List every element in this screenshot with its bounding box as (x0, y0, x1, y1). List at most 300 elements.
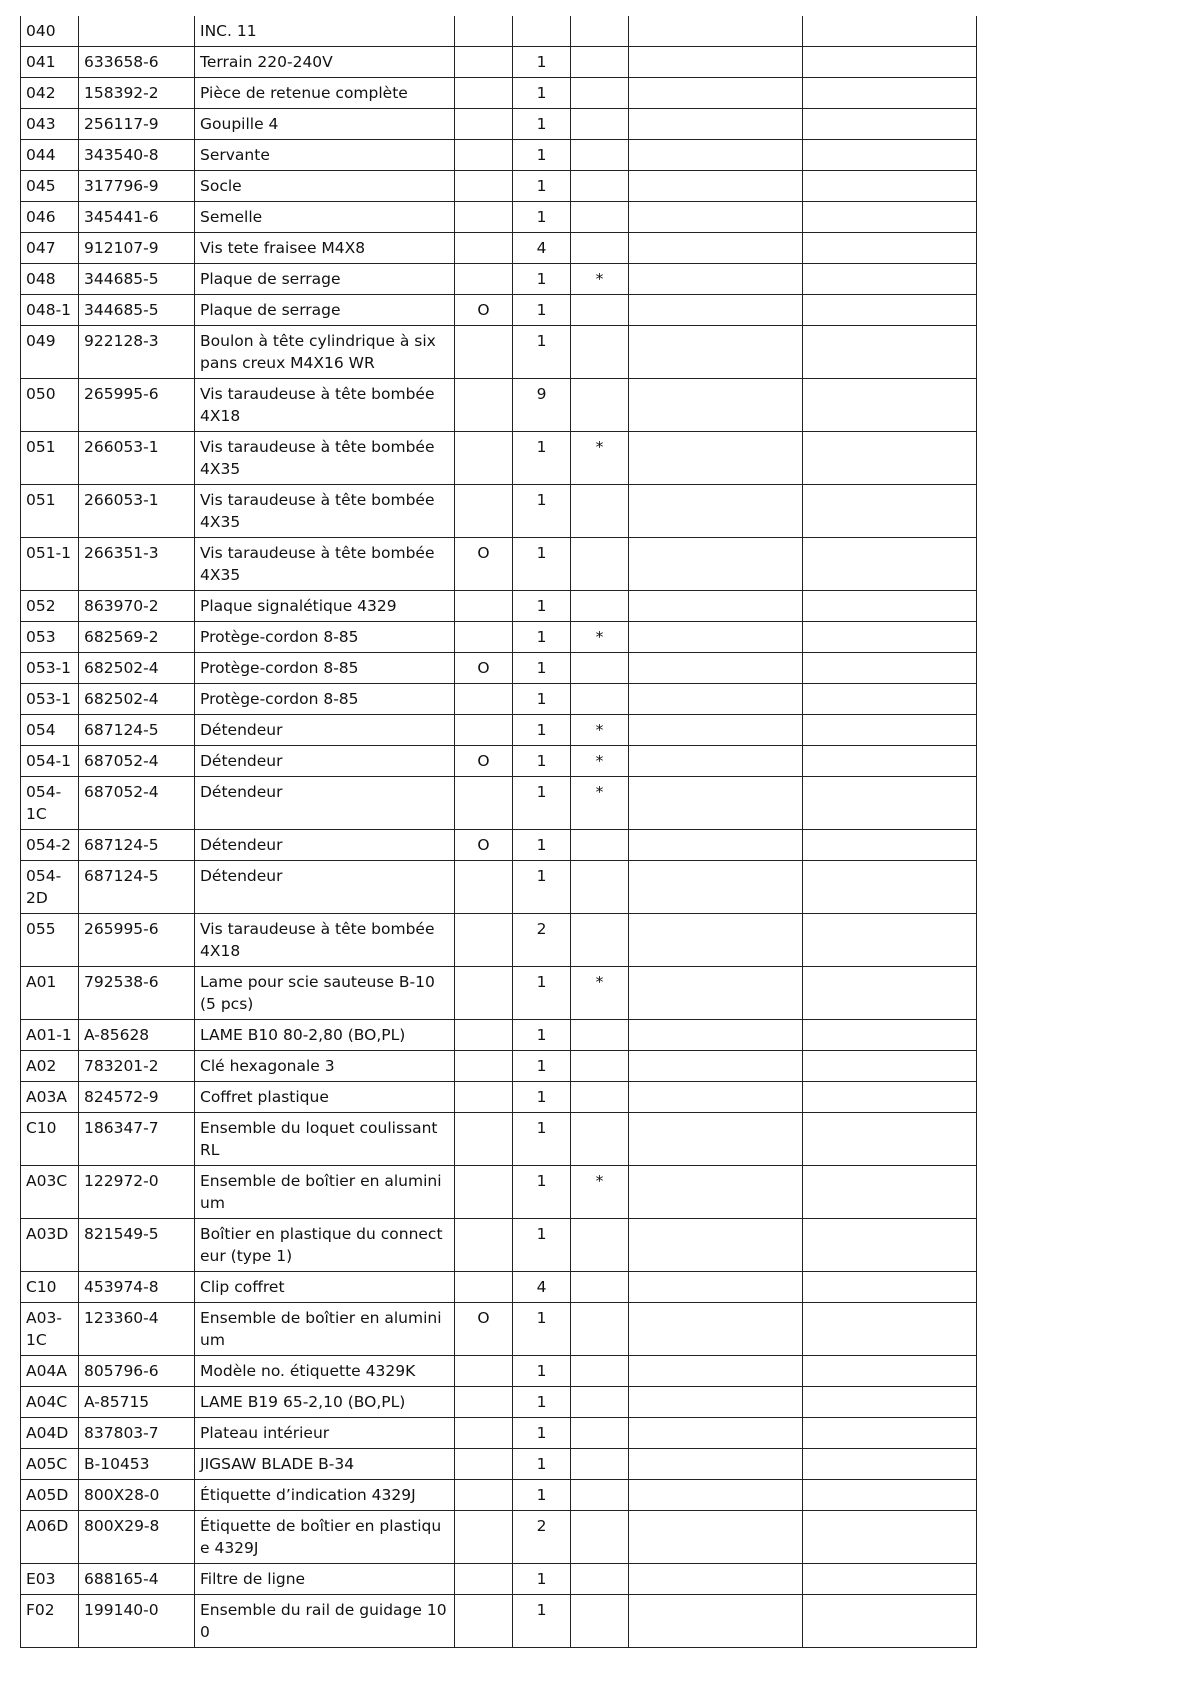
table-row (21, 1082, 977, 1113)
table-row (21, 264, 977, 295)
description-cell: Protège-cordon 8-85 (195, 653, 455, 684)
empty-cell (803, 684, 977, 715)
empty-cell (629, 777, 803, 830)
item-number-cell: 051-1 (21, 538, 79, 591)
part-number-cell: A-85715 (79, 1387, 195, 1418)
quantity-cell: 1 (513, 171, 571, 202)
part-number-cell: 783201-2 (79, 1051, 195, 1082)
quantity-cell: 1 (513, 1051, 571, 1082)
part-number-cell: 122972-0 (79, 1166, 195, 1219)
quantity-cell: 1 (513, 1020, 571, 1051)
item-number-cell: 052 (21, 591, 79, 622)
item-number-cell: A04C (21, 1387, 79, 1418)
quantity-cell: 1 (513, 746, 571, 777)
table-row (21, 1166, 977, 1219)
part-number-cell: 682569-2 (79, 622, 195, 653)
item-number-cell: 050 (21, 379, 79, 432)
note-cell: * (571, 622, 629, 653)
marker-cell (455, 379, 513, 432)
table-row (21, 1020, 977, 1051)
description-cell: Filtre de ligne (195, 1564, 455, 1595)
marker-cell (455, 914, 513, 967)
table-row (21, 967, 977, 1020)
empty-cell (629, 967, 803, 1020)
item-number-cell: A01-1 (21, 1020, 79, 1051)
marker-cell (455, 109, 513, 140)
empty-cell (629, 591, 803, 622)
empty-cell (803, 295, 977, 326)
description-cell: Socle (195, 171, 455, 202)
item-number-cell: 051 (21, 485, 79, 538)
part-number-cell: 344685-5 (79, 264, 195, 295)
item-number-cell: 053 (21, 622, 79, 653)
part-number-cell: 256117-9 (79, 109, 195, 140)
marker-cell (455, 171, 513, 202)
table-row (21, 746, 977, 777)
description-cell: Détendeur (195, 715, 455, 746)
table-row (21, 202, 977, 233)
part-number-cell: 687124-5 (79, 830, 195, 861)
marker-cell (455, 326, 513, 379)
empty-cell (629, 684, 803, 715)
description-cell: Servante (195, 140, 455, 171)
quantity-cell: 1 (513, 861, 571, 914)
description-cell: Pièce de retenue complète (195, 78, 455, 109)
part-number-cell: B-10453 (79, 1449, 195, 1480)
part-number-cell: 344685-5 (79, 295, 195, 326)
description-cell: Vis taraudeuse à tête bombée 4X35 (195, 538, 455, 591)
quantity-cell: 1 (513, 622, 571, 653)
table-row (21, 1418, 977, 1449)
description-cell: Goupille 4 (195, 109, 455, 140)
part-number-cell: 682502-4 (79, 684, 195, 715)
part-number-cell (79, 16, 195, 47)
empty-cell (803, 1595, 977, 1648)
note-cell: * (571, 1166, 629, 1219)
empty-cell (629, 1166, 803, 1219)
empty-cell (629, 1511, 803, 1564)
part-number-cell: 687052-4 (79, 746, 195, 777)
item-number-cell: 055 (21, 914, 79, 967)
table-row (21, 1356, 977, 1387)
empty-cell (803, 1418, 977, 1449)
note-cell: * (571, 264, 629, 295)
table-row (21, 379, 977, 432)
marker-cell (455, 861, 513, 914)
marker-cell (455, 202, 513, 233)
note-cell (571, 140, 629, 171)
quantity-cell: 1 (513, 1595, 571, 1648)
quantity-cell: 1 (513, 140, 571, 171)
marker-cell (455, 1480, 513, 1511)
item-number-cell: 047 (21, 233, 79, 264)
empty-cell (803, 1449, 977, 1480)
table-row (21, 326, 977, 379)
item-number-cell: 053-1 (21, 653, 79, 684)
quantity-cell: 1 (513, 1449, 571, 1480)
quantity-cell: 1 (513, 1418, 571, 1449)
description-cell: Étiquette de boîtier en plastique 4329J (195, 1511, 455, 1564)
description-cell: Clip coffret (195, 1272, 455, 1303)
item-number-cell: 053-1 (21, 684, 79, 715)
empty-cell (803, 1564, 977, 1595)
empty-cell (629, 1219, 803, 1272)
table-row (21, 914, 977, 967)
part-number-cell: 687052-4 (79, 777, 195, 830)
part-number-cell: 805796-6 (79, 1356, 195, 1387)
part-number-cell: 453974-8 (79, 1272, 195, 1303)
description-cell: Ensemble de boîtier en aluminium (195, 1303, 455, 1356)
part-number-cell: 800X29-8 (79, 1511, 195, 1564)
empty-cell (629, 1356, 803, 1387)
description-cell: Protège-cordon 8-85 (195, 684, 455, 715)
marker-cell: O (455, 295, 513, 326)
item-number-cell: 041 (21, 47, 79, 78)
marker-cell (455, 1356, 513, 1387)
empty-cell (803, 653, 977, 684)
note-cell: * (571, 746, 629, 777)
marker-cell (455, 777, 513, 830)
part-number-cell: 317796-9 (79, 171, 195, 202)
empty-cell (629, 1449, 803, 1480)
item-number-cell: A04D (21, 1418, 79, 1449)
quantity-cell: 1 (513, 432, 571, 485)
empty-cell (629, 1564, 803, 1595)
table-row (21, 78, 977, 109)
quantity-cell: 1 (513, 1356, 571, 1387)
table-row (21, 715, 977, 746)
empty-cell (803, 1219, 977, 1272)
marker-cell (455, 1051, 513, 1082)
empty-cell (803, 78, 977, 109)
quantity-cell: 1 (513, 264, 571, 295)
description-cell: Clé hexagonale 3 (195, 1051, 455, 1082)
table-row (21, 622, 977, 653)
note-cell: * (571, 432, 629, 485)
empty-cell (803, 1051, 977, 1082)
note-cell (571, 1449, 629, 1480)
quantity-cell: 9 (513, 379, 571, 432)
note-cell (571, 202, 629, 233)
empty-cell (629, 295, 803, 326)
note-cell (571, 1082, 629, 1113)
empty-cell (803, 1511, 977, 1564)
description-cell: Détendeur (195, 830, 455, 861)
note-cell (571, 538, 629, 591)
item-number-cell: A03C (21, 1166, 79, 1219)
empty-cell (629, 1480, 803, 1511)
part-number-cell: 186347-7 (79, 1113, 195, 1166)
empty-cell (629, 1020, 803, 1051)
note-cell (571, 1356, 629, 1387)
note-cell (571, 1564, 629, 1595)
part-number-cell: 266351-3 (79, 538, 195, 591)
empty-cell (629, 538, 803, 591)
empty-cell (629, 1272, 803, 1303)
item-number-cell: A05C (21, 1449, 79, 1480)
empty-cell (803, 777, 977, 830)
empty-cell (803, 379, 977, 432)
part-number-cell: 123360-4 (79, 1303, 195, 1356)
empty-cell (803, 830, 977, 861)
marker-cell (455, 233, 513, 264)
part-number-cell: 682502-4 (79, 653, 195, 684)
part-number-cell: 345441-6 (79, 202, 195, 233)
empty-cell (803, 1272, 977, 1303)
part-number-cell: 863970-2 (79, 591, 195, 622)
empty-cell (629, 379, 803, 432)
quantity-cell: 1 (513, 830, 571, 861)
description-cell: INC. 11 (195, 16, 455, 47)
empty-cell (629, 16, 803, 47)
item-number-cell: A03D (21, 1219, 79, 1272)
table-row (21, 1564, 977, 1595)
empty-cell (803, 622, 977, 653)
description-cell: Plateau intérieur (195, 1418, 455, 1449)
note-cell (571, 1418, 629, 1449)
empty-cell (629, 1051, 803, 1082)
marker-cell (455, 1020, 513, 1051)
description-cell: Lame pour scie sauteuse B-10 (5 pcs) (195, 967, 455, 1020)
empty-cell (629, 1387, 803, 1418)
empty-cell (629, 622, 803, 653)
table-row (21, 1449, 977, 1480)
marker-cell (455, 264, 513, 295)
item-number-cell: 040 (21, 16, 79, 47)
empty-cell (803, 1356, 977, 1387)
quantity-cell: 1 (513, 1387, 571, 1418)
table-row (21, 16, 977, 47)
table-row (21, 1480, 977, 1511)
quantity-cell: 1 (513, 202, 571, 233)
table-row (21, 1511, 977, 1564)
item-number-cell: 054-2 (21, 830, 79, 861)
table-row (21, 1219, 977, 1272)
empty-cell (629, 746, 803, 777)
marker-cell (455, 1272, 513, 1303)
marker-cell: O (455, 830, 513, 861)
empty-cell (803, 264, 977, 295)
empty-cell (803, 16, 977, 47)
item-number-cell: 045 (21, 171, 79, 202)
empty-cell (803, 202, 977, 233)
item-number-cell: A01 (21, 967, 79, 1020)
empty-cell (629, 47, 803, 78)
table-row (21, 171, 977, 202)
marker-cell: O (455, 1303, 513, 1356)
table-row (21, 1113, 977, 1166)
note-cell: * (571, 715, 629, 746)
empty-cell (629, 233, 803, 264)
item-number-cell: 054 (21, 715, 79, 746)
parts-table (20, 16, 977, 1648)
item-number-cell: A03-1C (21, 1303, 79, 1356)
item-number-cell: A06D (21, 1511, 79, 1564)
item-number-cell: A04A (21, 1356, 79, 1387)
note-cell (571, 861, 629, 914)
quantity-cell: 1 (513, 1113, 571, 1166)
note-cell (571, 47, 629, 78)
empty-cell (803, 746, 977, 777)
table-row (21, 591, 977, 622)
table-row (21, 140, 977, 171)
marker-cell (455, 684, 513, 715)
description-cell: LAME B10 80-2,80 (BO,PL) (195, 1020, 455, 1051)
marker-cell: O (455, 653, 513, 684)
empty-cell (803, 1166, 977, 1219)
description-cell: Plaque de serrage (195, 295, 455, 326)
note-cell (571, 1051, 629, 1082)
quantity-cell (513, 16, 571, 47)
note-cell (571, 1219, 629, 1272)
quantity-cell: 1 (513, 653, 571, 684)
quantity-cell: 1 (513, 967, 571, 1020)
table-row (21, 1051, 977, 1082)
empty-cell (803, 967, 977, 1020)
note-cell (571, 1595, 629, 1648)
empty-cell (629, 1303, 803, 1356)
item-number-cell: 054-1C (21, 777, 79, 830)
item-number-cell: 048 (21, 264, 79, 295)
description-cell: Vis tete fraisee M4X8 (195, 233, 455, 264)
note-cell (571, 1511, 629, 1564)
marker-cell (455, 1418, 513, 1449)
part-number-cell: 687124-5 (79, 715, 195, 746)
table-row (21, 1272, 977, 1303)
quantity-cell: 1 (513, 326, 571, 379)
quantity-cell: 1 (513, 1166, 571, 1219)
table-row (21, 538, 977, 591)
empty-cell (803, 47, 977, 78)
empty-cell (803, 1082, 977, 1113)
quantity-cell: 1 (513, 1219, 571, 1272)
note-cell (571, 1303, 629, 1356)
quantity-cell: 1 (513, 1303, 571, 1356)
empty-cell (629, 1082, 803, 1113)
note-cell: * (571, 967, 629, 1020)
empty-cell (629, 326, 803, 379)
table-row (21, 485, 977, 538)
quantity-cell: 1 (513, 109, 571, 140)
marker-cell: O (455, 746, 513, 777)
empty-cell (629, 715, 803, 746)
empty-cell (629, 432, 803, 485)
quantity-cell: 1 (513, 715, 571, 746)
empty-cell (803, 1113, 977, 1166)
part-number-cell: 922128-3 (79, 326, 195, 379)
part-number-cell: 265995-6 (79, 914, 195, 967)
description-cell: Boulon à tête cylindrique à six pans creux M4X16 WR (195, 326, 455, 379)
quantity-cell: 1 (513, 1480, 571, 1511)
marker-cell (455, 1219, 513, 1272)
note-cell (571, 326, 629, 379)
item-number-cell: E03 (21, 1564, 79, 1595)
note-cell (571, 653, 629, 684)
empty-cell (803, 861, 977, 914)
description-cell: Semelle (195, 202, 455, 233)
empty-cell (629, 171, 803, 202)
note-cell (571, 830, 629, 861)
empty-cell (803, 591, 977, 622)
empty-cell (629, 861, 803, 914)
empty-cell (803, 1480, 977, 1511)
note-cell (571, 1387, 629, 1418)
empty-cell (629, 1418, 803, 1449)
description-cell: Vis taraudeuse à tête bombée 4X18 (195, 379, 455, 432)
marker-cell (455, 967, 513, 1020)
quantity-cell: 4 (513, 233, 571, 264)
description-cell: Protège-cordon 8-85 (195, 622, 455, 653)
marker-cell (455, 140, 513, 171)
marker-cell (455, 622, 513, 653)
marker-cell (455, 715, 513, 746)
note-cell (571, 1020, 629, 1051)
marker-cell (455, 1595, 513, 1648)
marker-cell (455, 1113, 513, 1166)
part-number-cell: 633658-6 (79, 47, 195, 78)
item-number-cell: 046 (21, 202, 79, 233)
empty-cell (629, 653, 803, 684)
part-number-cell: 912107-9 (79, 233, 195, 264)
table-row (21, 1303, 977, 1356)
empty-cell (803, 538, 977, 591)
note-cell (571, 78, 629, 109)
part-number-cell: 688165-4 (79, 1564, 195, 1595)
description-cell: Vis taraudeuse à tête bombée 4X18 (195, 914, 455, 967)
part-number-cell: 824572-9 (79, 1082, 195, 1113)
marker-cell (455, 1387, 513, 1418)
description-cell: Boîtier en plastique du connecteur (type 1) (195, 1219, 455, 1272)
item-number-cell: C10 (21, 1272, 79, 1303)
description-cell: Vis taraudeuse à tête bombée 4X35 (195, 432, 455, 485)
part-number-cell: 837803-7 (79, 1418, 195, 1449)
item-number-cell: 044 (21, 140, 79, 171)
item-number-cell: 048-1 (21, 295, 79, 326)
description-cell: Détendeur (195, 746, 455, 777)
table-row (21, 1387, 977, 1418)
description-cell: Plaque signalétique 4329 (195, 591, 455, 622)
note-cell (571, 379, 629, 432)
quantity-cell: 1 (513, 47, 571, 78)
empty-cell (629, 140, 803, 171)
empty-cell (803, 171, 977, 202)
description-cell: Coffret plastique (195, 1082, 455, 1113)
item-number-cell: 054-2D (21, 861, 79, 914)
empty-cell (629, 485, 803, 538)
description-cell: Vis taraudeuse à tête bombée 4X35 (195, 485, 455, 538)
note-cell (571, 684, 629, 715)
empty-cell (803, 432, 977, 485)
note-cell (571, 295, 629, 326)
quantity-cell: 1 (513, 1082, 571, 1113)
empty-cell (629, 264, 803, 295)
marker-cell (455, 485, 513, 538)
part-number-cell: 265995-6 (79, 379, 195, 432)
description-cell: Modèle no. étiquette 4329K (195, 1356, 455, 1387)
empty-cell (803, 1387, 977, 1418)
marker-cell (455, 591, 513, 622)
marker-cell (455, 1511, 513, 1564)
part-number-cell: 199140-0 (79, 1595, 195, 1648)
quantity-cell: 1 (513, 1564, 571, 1595)
table-row (21, 295, 977, 326)
table-row (21, 1595, 977, 1648)
item-number-cell: 049 (21, 326, 79, 379)
empty-cell (629, 914, 803, 967)
description-cell: Détendeur (195, 861, 455, 914)
table-row (21, 432, 977, 485)
item-number-cell: A05D (21, 1480, 79, 1511)
